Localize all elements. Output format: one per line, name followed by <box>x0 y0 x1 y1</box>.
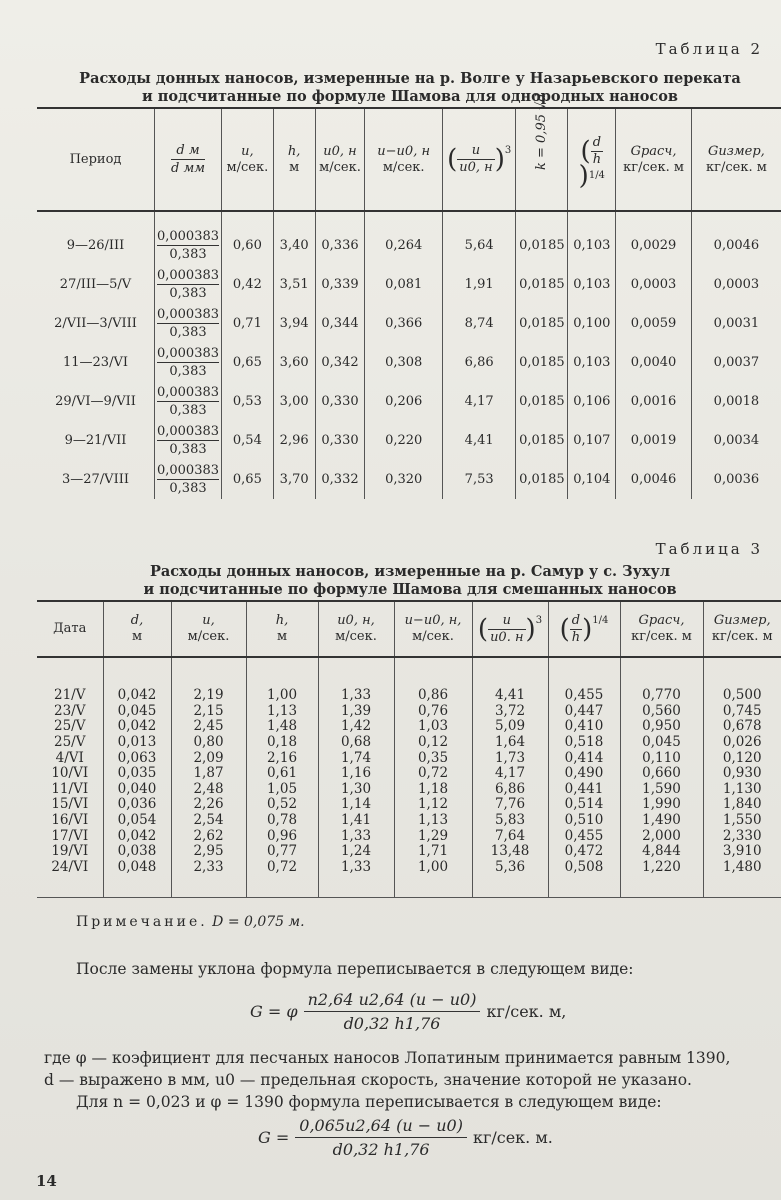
t3-cell-dh: 0,472 <box>548 844 620 860</box>
t3-cell-ratio: 3,72 <box>472 704 548 720</box>
t3-cell-dh: 0,410 <box>548 719 620 735</box>
t3-cell-d: 0,013 <box>103 735 171 751</box>
t3-cell-dh: 0,510 <box>548 813 620 829</box>
t3-cell-h: 0,18 <box>246 735 318 751</box>
t2-cell-uu0: 0,264 <box>365 226 442 265</box>
t3-cell-dh: 0,414 <box>548 750 620 766</box>
t2-cell-gcalc: 0,0046 <box>616 460 692 499</box>
t3-cell-date: 15/VI <box>51 796 89 813</box>
t2-cell-k: 0,0185 <box>516 382 568 421</box>
table3-row <box>37 860 781 898</box>
table2-row <box>37 343 781 382</box>
t3-cell-ratio: 7,76 <box>472 797 548 813</box>
t3-cell-u0: 1,33 <box>318 828 394 844</box>
t2-cell-gcalc: 0,0059 <box>616 304 692 343</box>
t2-cell-d: $\frac{0,000383}{0,383}$ <box>154 265 221 304</box>
t3-cell-uu0: 0,12 <box>394 735 472 751</box>
t2-header-u-u0: u−u0, н м/сек. <box>365 108 442 211</box>
formula-1-fraction <box>304 990 481 1033</box>
t2-header-gcalc: Gрасч, кг/сек. м <box>616 108 692 211</box>
formula-1-denominator: d0,32 h1,76 <box>343 1014 441 1033</box>
t3-cell-date: 17/VI <box>51 827 89 844</box>
table2-body <box>37 211 781 499</box>
t2-cell-h: 3,94 <box>273 304 315 343</box>
t2-cell-uu0: 0,081 <box>365 265 442 304</box>
table3-title-line1: Расходы донных наносов, измеренные на р. Самур у с. Зухул <box>149 563 671 580</box>
t3-cell-gmeas: 0,500 <box>703 688 781 704</box>
t3-header-dh: ( $\frac{d}{h}$ )$^{1/4}$ <box>548 601 620 657</box>
t3-cell-u0: 1,30 <box>318 782 394 798</box>
table3-row <box>37 797 781 813</box>
formula-1-numerator: n2,64 u2,64 (u − u0) <box>304 990 481 1012</box>
t3-cell-u0: 1,42 <box>318 719 394 735</box>
formula-1-lhs: G = φ <box>250 1002 298 1021</box>
t3-cell-gmeas: 0,026 <box>703 735 781 751</box>
t3-cell-h: 0,77 <box>246 844 318 860</box>
t2-cell-ratio: 1,91 <box>442 265 515 304</box>
t2-cell-k: 0,0185 <box>516 265 568 304</box>
t3-cell-d: 0,045 <box>103 704 171 720</box>
table3-row <box>37 704 781 720</box>
t3-cell-uu0: 1,18 <box>394 782 472 798</box>
t2-cell-gcalc: 0,0040 <box>616 343 692 382</box>
t2-cell-uu0: 0,320 <box>365 460 442 499</box>
t3-cell-d: 0,042 <box>103 688 171 704</box>
t2-header-u0: u0, н м/сек. <box>315 108 365 211</box>
t2-cell-gmeas: 0,0034 <box>691 421 781 460</box>
t3-header-gcalc: Gрасч, кг/сек. м <box>620 601 703 657</box>
paragraph-2-line1: где φ — коэфициент для песчаных наносов Лопатиным принимается равным 1390, <box>44 1049 731 1067</box>
t3-cell-uu0: 1,12 <box>394 797 472 813</box>
t3-cell-d: 0,036 <box>103 797 171 813</box>
t2-cell-gmeas: 0,0036 <box>691 460 781 499</box>
t3-cell-gcalc: 0,950 <box>620 719 703 735</box>
t2-cell-u: 0,53 <box>222 382 274 421</box>
t3-cell-h: 1,13 <box>246 704 318 720</box>
t3-cell-u0: 1,16 <box>318 766 394 782</box>
formula-2-lhs: G = <box>258 1128 290 1147</box>
t2-cell-k: 0,0185 <box>516 304 568 343</box>
t3-cell-gmeas: 0,745 <box>703 704 781 720</box>
formula-2-unit: кг/сек. м. <box>472 1128 553 1147</box>
t3-cell-h: 0,96 <box>246 828 318 844</box>
t3-cell-u0: 1,14 <box>318 797 394 813</box>
t3-cell-u0: 1,24 <box>318 844 394 860</box>
table2-label: Таблица 2 <box>655 40 763 58</box>
t3-cell-gcalc: 0,110 <box>620 750 703 766</box>
t3-cell-ratio: 5,83 <box>472 813 548 829</box>
t3-cell-gmeas: 0,678 <box>703 719 781 735</box>
t3-cell-uu0: 0,76 <box>394 704 472 720</box>
t2-cell-dh: 0,104 <box>568 460 616 499</box>
t2-cell-uu0: 0,220 <box>365 421 442 460</box>
table3-row <box>37 813 781 829</box>
t3-cell-u0: 1,39 <box>318 704 394 720</box>
t2-cell-gmeas: 0,0003 <box>691 265 781 304</box>
t3-cell-dh: 0,455 <box>548 828 620 844</box>
t2-cell-d: $\frac{0,000383}{0,383}$ <box>154 421 221 460</box>
t2-cell-u0: 0,330 <box>315 382 365 421</box>
t2-cell-u0: 0,344 <box>315 304 365 343</box>
formula-2-fraction <box>295 1116 467 1159</box>
t2-cell-period: 2/VII—3/VIII <box>54 316 137 331</box>
table3-row <box>37 844 781 860</box>
t2-cell-gcalc: 0,0019 <box>616 421 692 460</box>
t3-cell-u0: 1,74 <box>318 750 394 766</box>
t2-cell-d: $\frac{0,000383}{0,383}$ <box>154 343 221 382</box>
table3-row <box>37 719 781 735</box>
table3-body <box>37 657 781 898</box>
t3-cell-gcalc: 1,490 <box>620 813 703 829</box>
formula-2-denominator: d0,32 h1,76 <box>332 1140 430 1159</box>
t3-cell-h: 0,61 <box>246 766 318 782</box>
t3-cell-d: 0,054 <box>103 813 171 829</box>
table3-row <box>37 766 781 782</box>
t2-cell-dh: 0,103 <box>568 226 616 265</box>
t2-cell-u0: 0,330 <box>315 421 365 460</box>
t3-cell-ratio: 7,64 <box>472 828 548 844</box>
table3-title-line2: и подсчитанные по формуле Шамова для смешанных наносов <box>143 581 677 598</box>
t3-cell-date: 25/V <box>54 734 86 751</box>
t3-cell-d: 0,048 <box>103 860 171 898</box>
t3-cell-uu0: 1,71 <box>394 844 472 860</box>
t3-header-u: u, м/сек. <box>171 601 246 657</box>
t2-cell-d: $\frac{0,000383}{0,383}$ <box>154 226 221 265</box>
t3-cell-dh: 0,455 <box>548 688 620 704</box>
t3-header-gmeas: Gизмер, кг/сек. м <box>703 601 781 657</box>
formula-1 <box>250 990 566 1033</box>
paragraph-2-line2: d — выражено в мм, u0 — предельная скорость, значение которой не указано. <box>44 1071 692 1089</box>
table2-row <box>37 226 781 265</box>
t2-header-d: $\frac{\text{d м}}{\text{d мм}}$ <box>154 108 221 211</box>
t3-cell-u0: 1,33 <box>318 860 394 898</box>
t2-cell-h: 2,96 <box>273 421 315 460</box>
t3-cell-date: 25/V <box>54 718 86 735</box>
table2-row <box>37 460 781 499</box>
t3-header-u0: u0, н, м/сек. <box>318 601 394 657</box>
t2-cell-ratio: 5,64 <box>442 226 515 265</box>
t2-cell-uu0: 0,308 <box>365 343 442 382</box>
t3-cell-d: 0,040 <box>103 782 171 798</box>
t2-cell-period: 11—23/VI <box>62 355 128 370</box>
table2-title-line2: и подсчитанные по формуле Шамова для однородных наносов <box>142 88 678 105</box>
t3-cell-ratio: 4,41 <box>472 688 548 704</box>
t2-cell-h: 3,00 <box>273 382 315 421</box>
table3 <box>37 600 781 898</box>
t3-cell-gcalc: 0,660 <box>620 766 703 782</box>
t3-cell-ratio: 6,86 <box>472 782 548 798</box>
t3-cell-u: 2,19 <box>171 688 246 704</box>
t2-cell-u: 0,60 <box>222 226 274 265</box>
t3-cell-u: 2,95 <box>171 844 246 860</box>
table2-title-line1: Расходы донных наносов, измеренные на р. Волге у Назарьевского переката <box>79 70 741 87</box>
table3-row <box>37 688 781 704</box>
t3-cell-date: 4/VI <box>55 749 84 766</box>
t2-cell-dh: 0,107 <box>568 421 616 460</box>
t3-cell-gmeas: 0,120 <box>703 750 781 766</box>
table3-title <box>40 563 780 599</box>
t3-cell-ratio: 1,73 <box>472 750 548 766</box>
t3-cell-gmeas: 1,550 <box>703 813 781 829</box>
t3-cell-u0: 0,68 <box>318 735 394 751</box>
t2-cell-dh: 0,103 <box>568 343 616 382</box>
table3-row <box>37 750 781 766</box>
t2-cell-k: 0,0185 <box>516 460 568 499</box>
t3-header-date: Дата <box>53 621 87 636</box>
t2-cell-u: 0,65 <box>222 343 274 382</box>
t2-cell-gmeas: 0,0037 <box>691 343 781 382</box>
note-label: Примечание. <box>76 914 208 930</box>
t2-header-h: h, м <box>273 108 315 211</box>
t3-cell-ratio: 5,09 <box>472 719 548 735</box>
t2-cell-period: 27/III—5/V <box>59 277 132 292</box>
t2-cell-period: 29/VI—9/VII <box>55 394 136 409</box>
t3-cell-u: 2,54 <box>171 813 246 829</box>
t3-cell-dh: 0,514 <box>548 797 620 813</box>
t2-header-period: Период <box>69 151 122 167</box>
t2-cell-d: $\frac{0,000383}{0,383}$ <box>154 460 221 499</box>
t2-cell-h: 3,51 <box>273 265 315 304</box>
t2-header-dh: ( $\frac{d}{h}$ )$^{1/4}$ <box>568 108 616 211</box>
t3-cell-gcalc: 4,844 <box>620 844 703 860</box>
t3-cell-u: 2,48 <box>171 782 246 798</box>
t2-cell-gmeas: 0,0046 <box>691 226 781 265</box>
t2-cell-k: 0,0185 <box>516 226 568 265</box>
table2-title <box>40 70 780 106</box>
t3-cell-gmeas: 2,330 <box>703 828 781 844</box>
t3-cell-u: 1,87 <box>171 766 246 782</box>
t3-cell-dh: 0,508 <box>548 860 620 898</box>
t3-cell-h: 1,05 <box>246 782 318 798</box>
t2-cell-k: 0,0185 <box>516 343 568 382</box>
t2-cell-gcalc: 0,0016 <box>616 382 692 421</box>
t3-cell-u: 2,26 <box>171 797 246 813</box>
table3-label: Таблица 3 <box>655 540 763 558</box>
table3-row <box>37 782 781 798</box>
t3-cell-uu0: 1,00 <box>394 860 472 898</box>
t3-cell-gcalc: 0,045 <box>620 735 703 751</box>
t3-cell-date: 11/VI <box>51 780 89 797</box>
t3-cell-gmeas: 1,840 <box>703 797 781 813</box>
t2-cell-k: 0,0185 <box>516 421 568 460</box>
t3-cell-h: 1,48 <box>246 719 318 735</box>
t3-cell-d: 0,042 <box>103 828 171 844</box>
table2-row <box>37 304 781 343</box>
t3-cell-gmeas: 3,910 <box>703 844 781 860</box>
t2-cell-uu0: 0,366 <box>365 304 442 343</box>
t3-cell-h: 0,52 <box>246 797 318 813</box>
t3-cell-date: 24/VI <box>37 860 103 898</box>
table2-row <box>37 421 781 460</box>
t3-cell-ratio: 4,17 <box>472 766 548 782</box>
t2-cell-ratio: 7,53 <box>442 460 515 499</box>
paragraph-1: После замены уклона формула переписывается в следующем виде: <box>76 960 634 978</box>
t3-cell-u0: 1,41 <box>318 813 394 829</box>
t2-cell-u: 0,54 <box>222 421 274 460</box>
t3-cell-uu0: 1,13 <box>394 813 472 829</box>
t2-cell-d: $\frac{0,000383}{0,383}$ <box>154 382 221 421</box>
t3-header-u-u0: u−u0, н, м/сек. <box>394 601 472 657</box>
t3-cell-u: 2,15 <box>171 704 246 720</box>
t3-cell-gcalc: 0,770 <box>620 688 703 704</box>
t3-cell-date: 19/VI <box>51 843 89 860</box>
t3-cell-ratio: 5,36 <box>472 860 548 898</box>
t2-cell-u0: 0,339 <box>315 265 365 304</box>
t2-cell-period: 3—27/VIII <box>61 472 129 487</box>
t3-cell-d: 0,038 <box>103 844 171 860</box>
t3-cell-uu0: 1,03 <box>394 719 472 735</box>
t2-cell-h: 3,60 <box>273 343 315 382</box>
t2-cell-gcalc: 0,0003 <box>616 265 692 304</box>
note-text: D = 0,075 м. <box>212 914 305 930</box>
t2-cell-ratio: 6,86 <box>442 343 515 382</box>
t3-cell-date: 23/V <box>54 702 86 719</box>
t2-cell-dh: 0,106 <box>568 382 616 421</box>
t2-cell-u: 0,42 <box>222 265 274 304</box>
t3-cell-h: 2,16 <box>246 750 318 766</box>
t2-cell-gmeas: 0,0031 <box>691 304 781 343</box>
t3-cell-date: 16/VI <box>51 812 89 829</box>
t2-cell-h: 3,70 <box>273 460 315 499</box>
t3-cell-gmeas: 1,480 <box>703 860 781 898</box>
t3-cell-u: 2,33 <box>171 860 246 898</box>
t2-cell-period: 9—21/VII <box>64 433 127 448</box>
table3-row <box>37 735 781 751</box>
t2-cell-dh: 0,100 <box>568 304 616 343</box>
t3-cell-dh: 0,518 <box>548 735 620 751</box>
t3-cell-uu0: 0,86 <box>394 688 472 704</box>
t2-header-k: k = 0,95 √d <box>516 108 568 211</box>
t3-cell-ratio: 13,48 <box>472 844 548 860</box>
t3-cell-dh: 0,490 <box>548 766 620 782</box>
note <box>76 914 305 930</box>
t3-cell-u: 2,62 <box>171 828 246 844</box>
t3-cell-gcalc: 1,990 <box>620 797 703 813</box>
table2-row <box>37 265 781 304</box>
t3-cell-d: 0,063 <box>103 750 171 766</box>
t3-cell-d: 0,035 <box>103 766 171 782</box>
formula-2 <box>258 1116 553 1159</box>
t3-cell-date: 10/VI <box>51 765 89 782</box>
formula-2-numerator: 0,065u2,64 (u − u0) <box>295 1116 467 1138</box>
t3-cell-h: 1,00 <box>246 688 318 704</box>
paragraph-3: Для n = 0,023 и φ = 1390 формула переписывается в следующем виде: <box>76 1093 662 1111</box>
page-number: 14 <box>36 1172 57 1190</box>
t2-header-gmeas: Gизмер, кг/сек. м <box>691 108 781 211</box>
t2-header-ratio: ( $\frac{u}{u0, н}$ )$^3$ <box>442 108 515 211</box>
t3-cell-gcalc: 0,560 <box>620 704 703 720</box>
table3-row <box>37 828 781 844</box>
t3-cell-h: 0,72 <box>246 860 318 898</box>
t2-cell-uu0: 0,206 <box>365 382 442 421</box>
t2-cell-h: 3,40 <box>273 226 315 265</box>
t3-cell-u0: 1,33 <box>318 688 394 704</box>
t3-cell-gmeas: 1,130 <box>703 782 781 798</box>
t3-header-h: h, м <box>246 601 318 657</box>
t3-cell-gcalc: 2,000 <box>620 828 703 844</box>
t2-cell-period: 9—26/III <box>66 238 125 253</box>
t2-cell-u: 0,71 <box>222 304 274 343</box>
t3-cell-gmeas: 0,930 <box>703 766 781 782</box>
t3-cell-ratio: 1,64 <box>472 735 548 751</box>
t3-cell-uu0: 0,35 <box>394 750 472 766</box>
t2-cell-u: 0,65 <box>222 460 274 499</box>
t3-cell-d: 0,042 <box>103 719 171 735</box>
t2-cell-ratio: 4,17 <box>442 382 515 421</box>
t2-cell-ratio: 4,41 <box>442 421 515 460</box>
t2-cell-d: $\frac{0,000383}{0,383}$ <box>154 304 221 343</box>
t2-cell-gcalc: 0,0029 <box>616 226 692 265</box>
t2-cell-u0: 0,336 <box>315 226 365 265</box>
t2-cell-dh: 0,103 <box>568 265 616 304</box>
t3-header-ratio: ( $\frac{u}{u0. н}$ )$^3$ <box>472 601 548 657</box>
t3-cell-gcalc: 1,220 <box>620 860 703 898</box>
t3-cell-uu0: 0,72 <box>394 766 472 782</box>
t3-header-d: d, м <box>103 601 171 657</box>
t2-cell-u0: 0,342 <box>315 343 365 382</box>
t3-cell-dh: 0,441 <box>548 782 620 798</box>
t3-cell-u: 2,09 <box>171 750 246 766</box>
t3-cell-gcalc: 1,590 <box>620 782 703 798</box>
t2-cell-ratio: 8,74 <box>442 304 515 343</box>
t3-cell-u: 2,45 <box>171 719 246 735</box>
t3-cell-u: 0,80 <box>171 735 246 751</box>
t3-cell-h: 0,78 <box>246 813 318 829</box>
t2-header-u: u, м/сек. <box>222 108 274 211</box>
t3-cell-date: 21/V <box>54 687 86 704</box>
t3-cell-dh: 0,447 <box>548 704 620 720</box>
t2-cell-u0: 0,332 <box>315 460 365 499</box>
t2-cell-gmeas: 0,0018 <box>691 382 781 421</box>
formula-1-unit: кг/сек. м, <box>486 1002 567 1021</box>
t3-cell-uu0: 1,29 <box>394 828 472 844</box>
table2-row <box>37 382 781 421</box>
